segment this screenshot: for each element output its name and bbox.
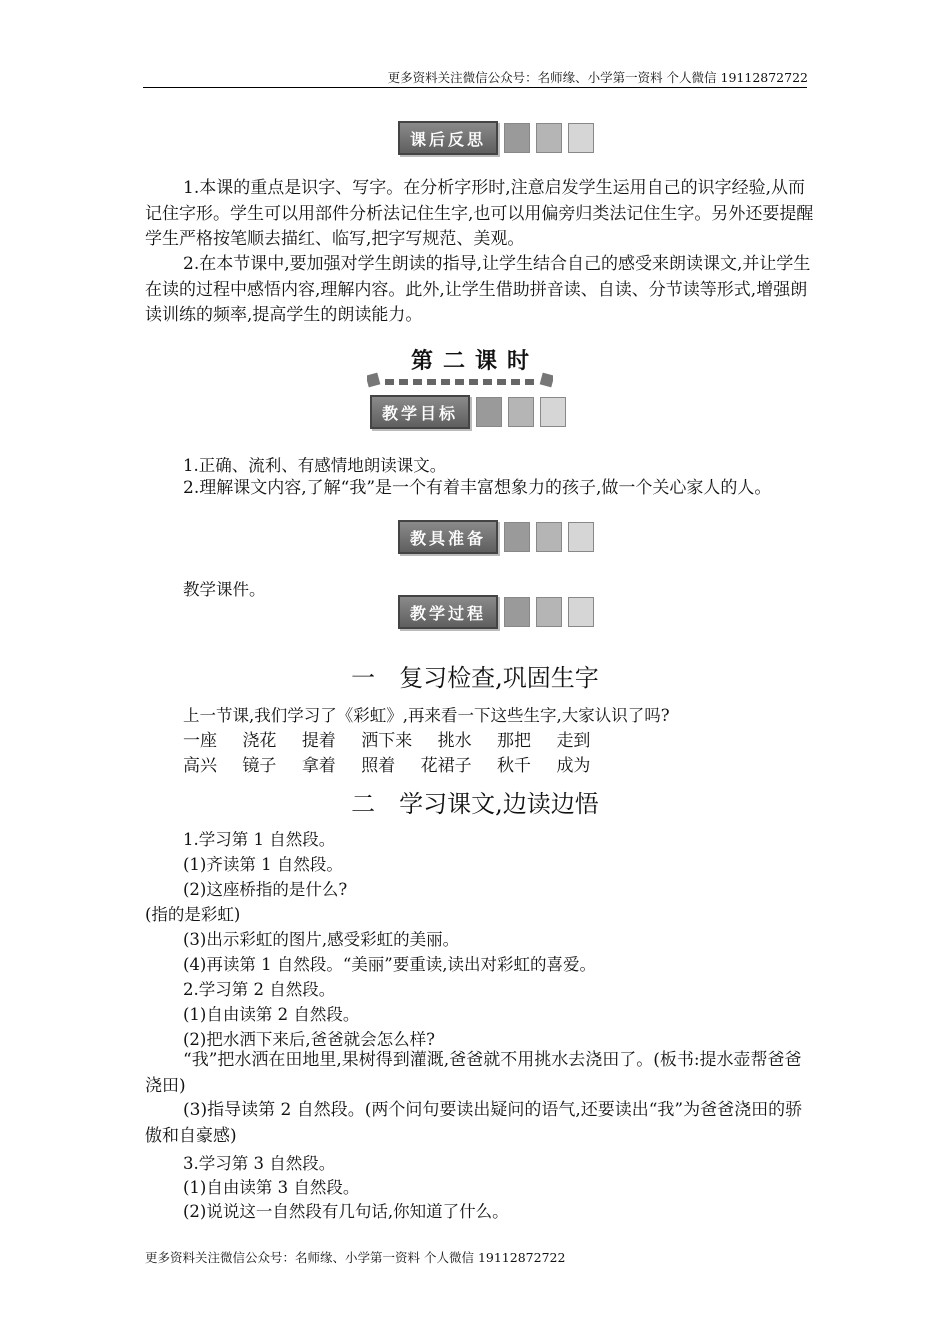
word: 花裙子 <box>420 756 472 776</box>
word: 一座 <box>183 731 217 751</box>
word: 镜子 <box>242 756 277 776</box>
word: 浇花 <box>242 731 277 751</box>
badge-square <box>504 522 530 552</box>
reflection-paragraph-2: 2.在本节课中,要加强对学生朗读的指导,让学生结合自己的感受来朗读课文,并让学生在读的过程中感悟内容,理解内容。此外,让学生借助拼音读、自读、分节读等形式,增强朗读训练的频率,提高学生的朗读能力。 <box>145 254 811 325</box>
badge-label: 课后反思 <box>398 121 498 155</box>
section-2-line: (2)说说这一自然段有几句话,你知道了什么。 <box>183 1202 509 1221</box>
section-2-line: (4)再读第 1 自然段。“美丽”要重读,读出对彩虹的喜爱。 <box>183 955 596 974</box>
badge-square <box>508 397 534 427</box>
badge-square <box>568 597 594 627</box>
word-row-1 <box>183 726 610 751</box>
section-2-title: 二 学习课文,边读边悟 <box>351 790 599 818</box>
word: 那把 <box>497 731 532 751</box>
badge-process <box>398 596 594 628</box>
section-2-paragraph-1: “我”把水洒在田地里,果树得到灌溉,爸爸就不用挑水去浇田了。(板书:提水壶帮爸爸浇田) <box>145 1050 802 1096</box>
section-2-paragraph-2: (3)指导读第 2 自然段。(两个问句要读出疑问的语气,还要读出“我”为爸爸浇田的骄傲和自豪感) <box>145 1100 803 1146</box>
goal-2: 2.理解课文内容,了解“我”是一个有着丰富想象力的孩子,做一个关心家人的人。 <box>183 478 772 498</box>
section-2-line: (1)自由读第 2 自然段。 <box>183 1005 360 1024</box>
section-2-line: 1.学习第 1 自然段。 <box>183 830 336 849</box>
section-2-line: (2)这座桥指的是什么? <box>183 880 348 899</box>
badge-square <box>504 123 530 153</box>
word: 挑水 <box>437 731 472 751</box>
badge-square <box>536 597 562 627</box>
word: 提着 <box>301 731 336 751</box>
reflection-paragraph-1: 1.本课的重点是识字、写字。在分析字形时,注意启发学生运用自己的识字经验,从而记住字形。学生可以用部件分析法记住生字,也可以用偏旁归类法记住生字。另外还要提醒学生严格按笔顺去描红、临写,把字写规范、美观。 <box>145 178 814 249</box>
section-2-line: (指的是彩虹) <box>145 905 241 924</box>
badge-square <box>540 397 566 427</box>
section-2-line: (2)把水洒下来后,爸爸就会怎么样? <box>183 1030 435 1049</box>
word: 成为 <box>556 756 591 776</box>
word: 秋千 <box>497 756 532 776</box>
badge-square <box>568 522 594 552</box>
page-footer: 更多资料关注微信公众号：名师缘、小学第一资料 个人微信 19112872722 <box>145 1250 566 1265</box>
badge-square <box>476 397 502 427</box>
badge-tools <box>398 521 594 553</box>
lesson-title-text: 第二课时 <box>410 349 539 374</box>
word: 高兴 <box>183 756 217 776</box>
section-2-line: (1)齐读第 1 自然段。 <box>183 855 343 874</box>
badge-label: 教学目标 <box>370 395 470 429</box>
badge-square <box>504 597 530 627</box>
section-2-line: (1)自由读第 3 自然段。 <box>183 1178 360 1197</box>
page-header: 更多资料关注微信公众号：名师缘、小学第一资料 个人微信 19112872722 <box>387 70 808 85</box>
section-1-title: 一 复习检查,巩固生字 <box>351 664 599 692</box>
badge-square <box>568 123 594 153</box>
word: 走到 <box>556 731 591 751</box>
goal-1: 1.正确、流利、有感情地朗读课文。 <box>183 456 447 475</box>
word: 拿着 <box>301 756 336 776</box>
badge-label: 教具准备 <box>398 520 498 554</box>
badge-goals <box>370 396 566 428</box>
header-rule <box>143 87 807 88</box>
section-2-line: 2.学习第 2 自然段。 <box>183 980 336 999</box>
section-2-line: 3.学习第 3 自然段。 <box>183 1154 336 1173</box>
word: 洒下来 <box>361 731 413 751</box>
lesson-ribbon-decoration <box>367 370 553 390</box>
word-row-2 <box>183 751 610 776</box>
badge-label: 教学过程 <box>398 595 498 629</box>
section-1-intro: 上一节课,我们学习了《彩虹》,再来看一下这些生字,大家认识了吗? <box>183 706 670 725</box>
section-2-line: (3)出示彩虹的图片,感受彩虹的美丽。 <box>183 930 460 949</box>
tools-text: 教学课件。 <box>183 580 266 599</box>
badge-square <box>536 123 562 153</box>
badge-square <box>536 522 562 552</box>
badge-reflection <box>398 122 594 154</box>
word: 照着 <box>361 756 396 776</box>
